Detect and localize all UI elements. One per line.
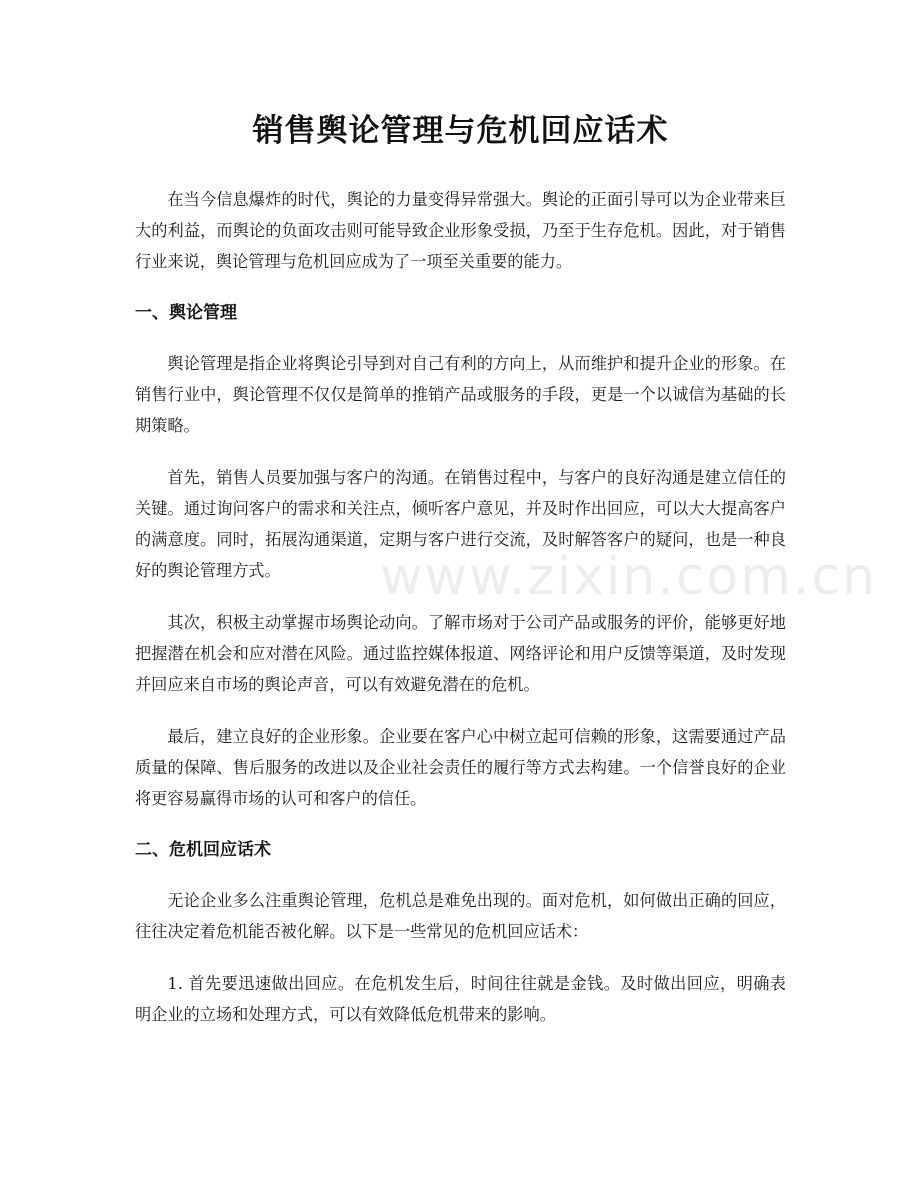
paragraph: 最后，建立良好的企业形象。企业要在客户心中树立起可信赖的形象，这需要通过产品质量的保障、售后服务的改进以及企业社会责任的履行等方式去构建。一个信誉良好的企业将更容易赢得市场的认可和客户的信任。 bbox=[135, 727, 786, 808]
intro-paragraph: 在当今信息爆炸的时代，舆论的力量变得异常强大。舆论的正面引导可以为企业带来巨大的利益，而舆论的负面攻击则可能导致企业形象受损，乃至于生存危机。因此，对于销售行业来说，舆论管理与危机回应成为了一项至关重要的能力。 bbox=[135, 190, 786, 271]
paragraph: 首先，销售人员要加强与客户的沟通。在销售过程中，与客户的良好沟通是建立信任的关键。通过询问客户的需求和关注点，倾听客户意见，并及时作出回应，可以大大提高客户的满意度。同时，拓展沟通渠道，定期与客户进行交流，及时解答客户的疑问，也是一种良好的舆论管理方式。 bbox=[135, 468, 786, 580]
section-heading-opinion-management: 一、舆论管理 bbox=[135, 303, 237, 323]
document-title: 销售舆论管理与危机回应话术 bbox=[252, 113, 669, 149]
paragraph: 舆论管理是指企业将舆论引导到对自己有利的方向上，从而维护和提升企业的形象。在销售行业中，舆论管理不仅仅是简单的推销产品或服务的手段，更是一个以诚信为基础的长期策略。 bbox=[135, 354, 786, 435]
section-heading-crisis-response: 二、危机回应话术 bbox=[135, 840, 271, 860]
paragraph: 无论企业多么注重舆论管理，危机总是难免出现的。面对危机，如何做出正确的回应，往往决定着危机能否被化解。以下是一些常见的危机回应话术： bbox=[135, 891, 786, 941]
paragraph: 其次，积极主动掌握市场舆论动向。了解市场对于公司产品或服务的评价，能够更好地把握潜在机会和应对潜在风险。通过监控媒体报道、网络评论和用户反馈等渠道，及时发现并回应来自市场的舆论声音，可以有效避免潜在的危机。 bbox=[135, 613, 786, 694]
watermark: www.zixin.com.cn bbox=[380, 547, 877, 607]
numbered-paragraph: 1. 首先要迅速做出回应。在危机发生后，时间往往就是金钱。及时做出回应，明确表明企业的立场和处理方式，可以有效降低危机带来的影响。 bbox=[135, 974, 786, 1024]
